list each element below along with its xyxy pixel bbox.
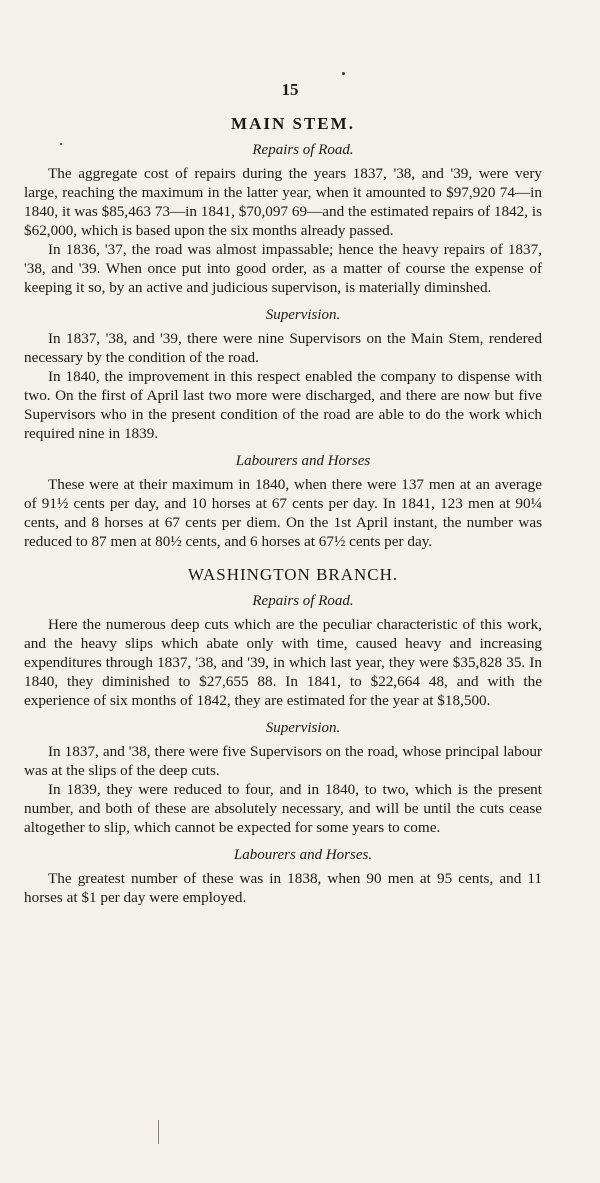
ink-speck	[60, 143, 62, 145]
paragraph: Here the numerous deep cuts which are the peculiar characteristic of this work, and the heavy slips which abate only with time, caused heavy and increasing expenditures through 1837, '38, and '39, in which last year, they were $35,828 35. In 1840, they diminished to $27,655 88. In 1841, to $22,664 48, and with the experience of six months of 1842, they are estimated for the year at $18,500.	[24, 616, 542, 709]
paragraph: In 1837, '38, and '39, there were nine Supervisors on the Main Stem, rendered necessary by the condition of the road.	[24, 330, 542, 366]
ink-speck	[342, 72, 345, 75]
paragraph: In 1837, and '38, there were five Supervisors on the road, whose principal labour was at the slips of the deep cuts.	[24, 743, 542, 779]
paragraph: In 1839, they were reduced to four, and in 1840, to two, which is the present number, and both of these are absolutely necessary, and will be until the cuts cease altogether to slip, which cannot be expected for some years to come.	[24, 781, 542, 836]
page-number: 15	[281, 80, 299, 99]
subheading-supervision: Supervision.	[265, 307, 341, 323]
subheading-supervision: Supervision.	[265, 720, 341, 736]
paragraph: These were at their maximum in 1840, when there were 137 men at an average of 91½ cents per day, and 10 horses at 67 cents per day. In 1841, 123 men at 90¼ cents, and 8 horses at 67 cents per diem. On the 1st April instant, the number was reduced to 87 men at 80½ cents, and 6 horses at 67½ cents per day.	[24, 476, 542, 550]
subheading-labourers-and-horses: Labourers and Horses.	[233, 847, 373, 863]
paragraph: In 1840, the improvement in this respect enabled the company to dispense with two. On the first of April last two more were discharged, and there are now but five Supervisors who in the present condition of the road are able to do the work which required nine in 1839.	[24, 368, 542, 442]
subheading-labourers-and-horses: Labourers and Horses	[235, 453, 371, 469]
paragraph: The aggregate cost of repairs during the years 1837, '38, and '39, were very large, reaching the maximum in the latter year, when it amounted to $97,920 74—in 1840, it was $85,463 73—in 1841, $70,097 69—and the estimated repairs of 1842, is $62,000, which is based upon the six months already passed.	[24, 165, 542, 239]
section-title-washington-branch: WASHINGTON BRANCH.	[187, 565, 399, 584]
section-title-main-stem: MAIN STEM.	[231, 114, 355, 133]
paragraph: In 1836, '37, the road was almost impassable; hence the heavy repairs of 1837, '38, and '39. When once put into good order, as a matter of course the expense of keeping it so, by an active and judicious supervison, is materially diminshed.	[24, 241, 542, 296]
gutter-mark	[158, 1120, 159, 1144]
subheading-repairs-of-road: Repairs of Road.	[252, 593, 354, 609]
subheading-repairs-of-road: Repairs of Road.	[252, 142, 354, 158]
paragraph: The greatest number of these was in 1838, when 90 men at 95 cents, and 11 horses at $1 per day were employed.	[24, 870, 542, 906]
